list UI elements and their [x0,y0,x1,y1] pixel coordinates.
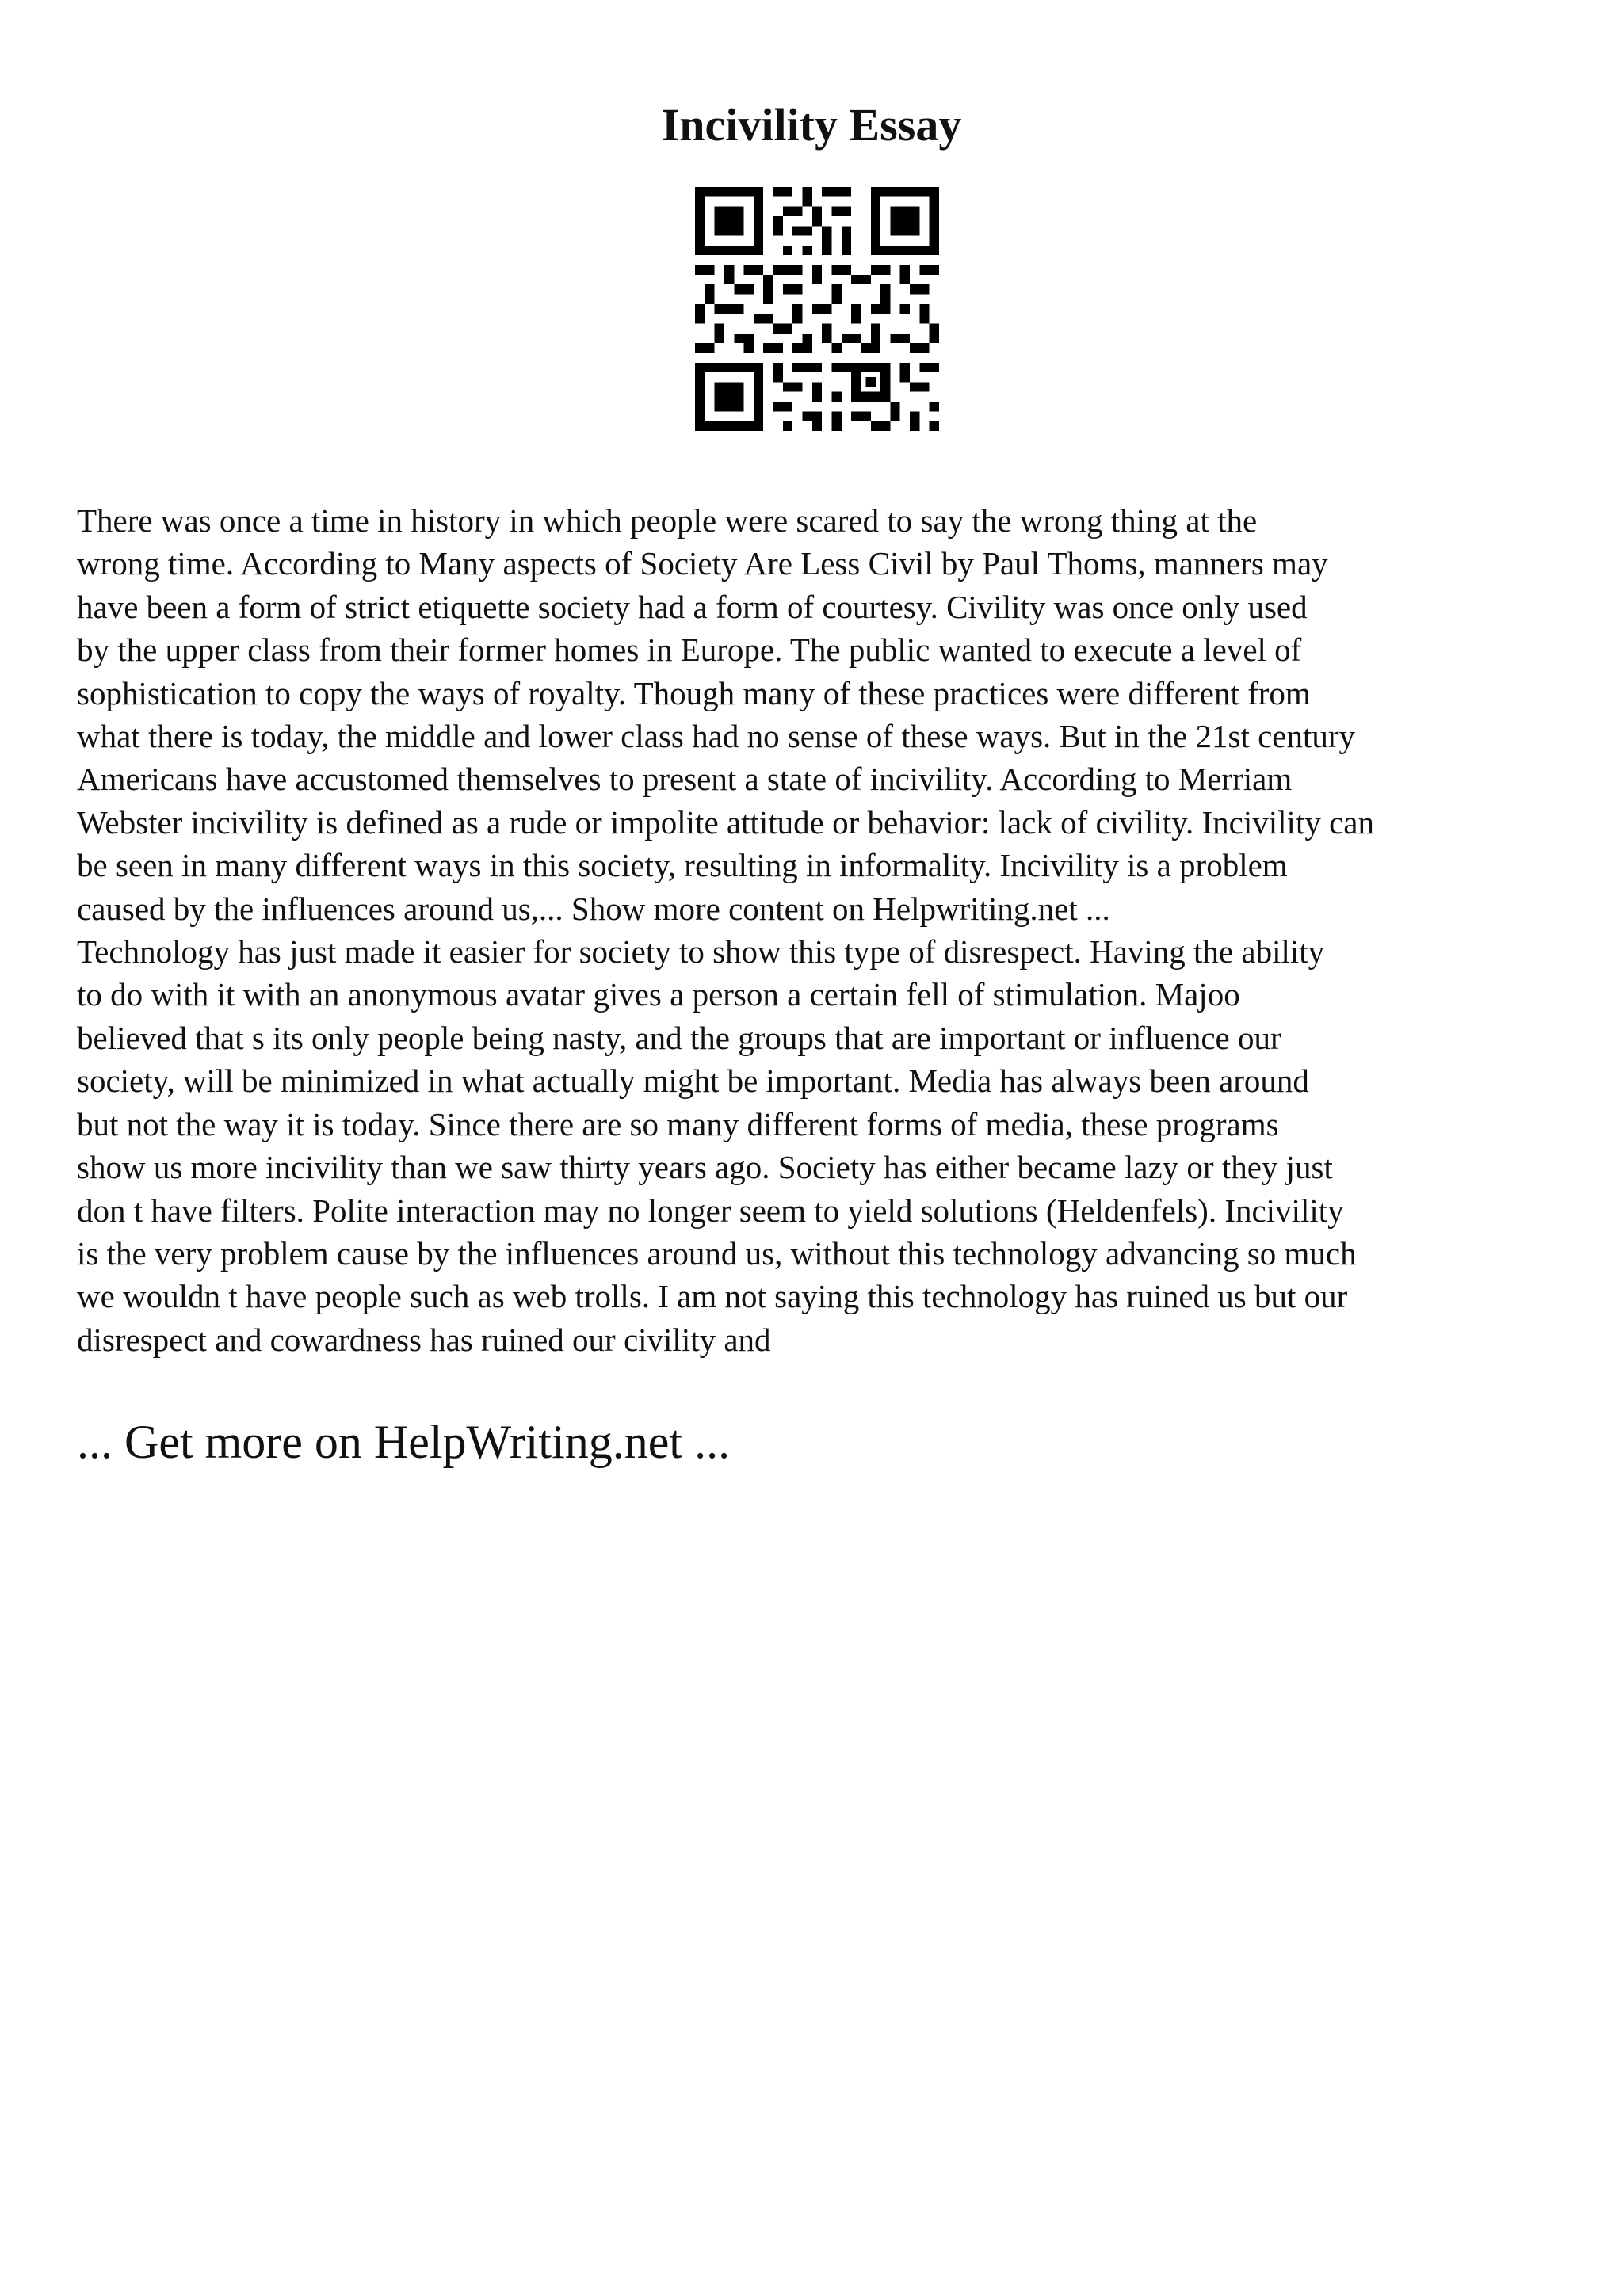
page-title: Incivility Essay [661,99,962,151]
essay-body [77,499,1567,1361]
essay-line: have been a form of strict etiquette society had a form of courtesy. Civility was once only used [77,588,1308,625]
essay-line: disrespect and cowardness has ruined our civility and [77,1321,771,1358]
essay-line: but not the way it is today. Since there are so many different forms of media, these programs [77,1105,1279,1142]
essay-line: Technology has just made it easier for society to show this type of disrespect. Having the ability [77,933,1325,971]
essay-line: sophistication to copy the ways of royalty. Though many of these practices were different from [77,674,1311,711]
get-more-link[interactable]: ... Get more on HelpWriting.net ... [77,1416,731,1468]
essay-line: Webster incivility is defined as a rude or impolite attitude or behavior: lack of civility. Incivility can [77,803,1374,841]
essay-line: wrong time. According to Many aspects of Society Are Less Civil by Paul Thoms, manners may [77,545,1328,582]
qr-code-icon[interactable] [695,187,939,431]
essay-line: There was once a time in history in which people were scared to say the wrong thing at the [77,502,1258,539]
essay-line: believed that s its only people being nasty, and the groups that are important or influence our [77,1019,1281,1056]
essay-line: be seen in many different ways in this society, resulting in informality. Incivility is a problem [77,847,1288,884]
essay-line: don t have filters. Polite interaction may no longer seem to yield solutions (Heldenfels). Incivility [77,1192,1344,1229]
essay-line: Americans have accustomed themselves to present a state of incivility. According to Merriam [77,761,1293,798]
essay-line: to do with it with an anonymous avatar gives a person a certain fell of stimulation. Majoo [77,976,1240,1013]
essay-line: is the very problem cause by the influences around us, without this technology advancing so much [77,1234,1357,1272]
essay-line: society, will be minimized in what actually might be important. Media has always been around [77,1062,1309,1100]
essay-line: we wouldn t have people such as web trolls. I am not saying this technology has ruined us but our [77,1278,1348,1315]
essay-line: by the upper class from their former homes in Europe. The public wanted to execute a level of [77,631,1302,669]
essay-line: caused by the influences around us,... Show more content on Helpwriting.net ... [77,890,1110,927]
essay-line: what there is today, the middle and lower class had no sense of these ways. But in the 21st century [77,718,1356,755]
essay-line: show us more incivility than we saw thirty years ago. Society has either became lazy or they just [77,1149,1333,1186]
